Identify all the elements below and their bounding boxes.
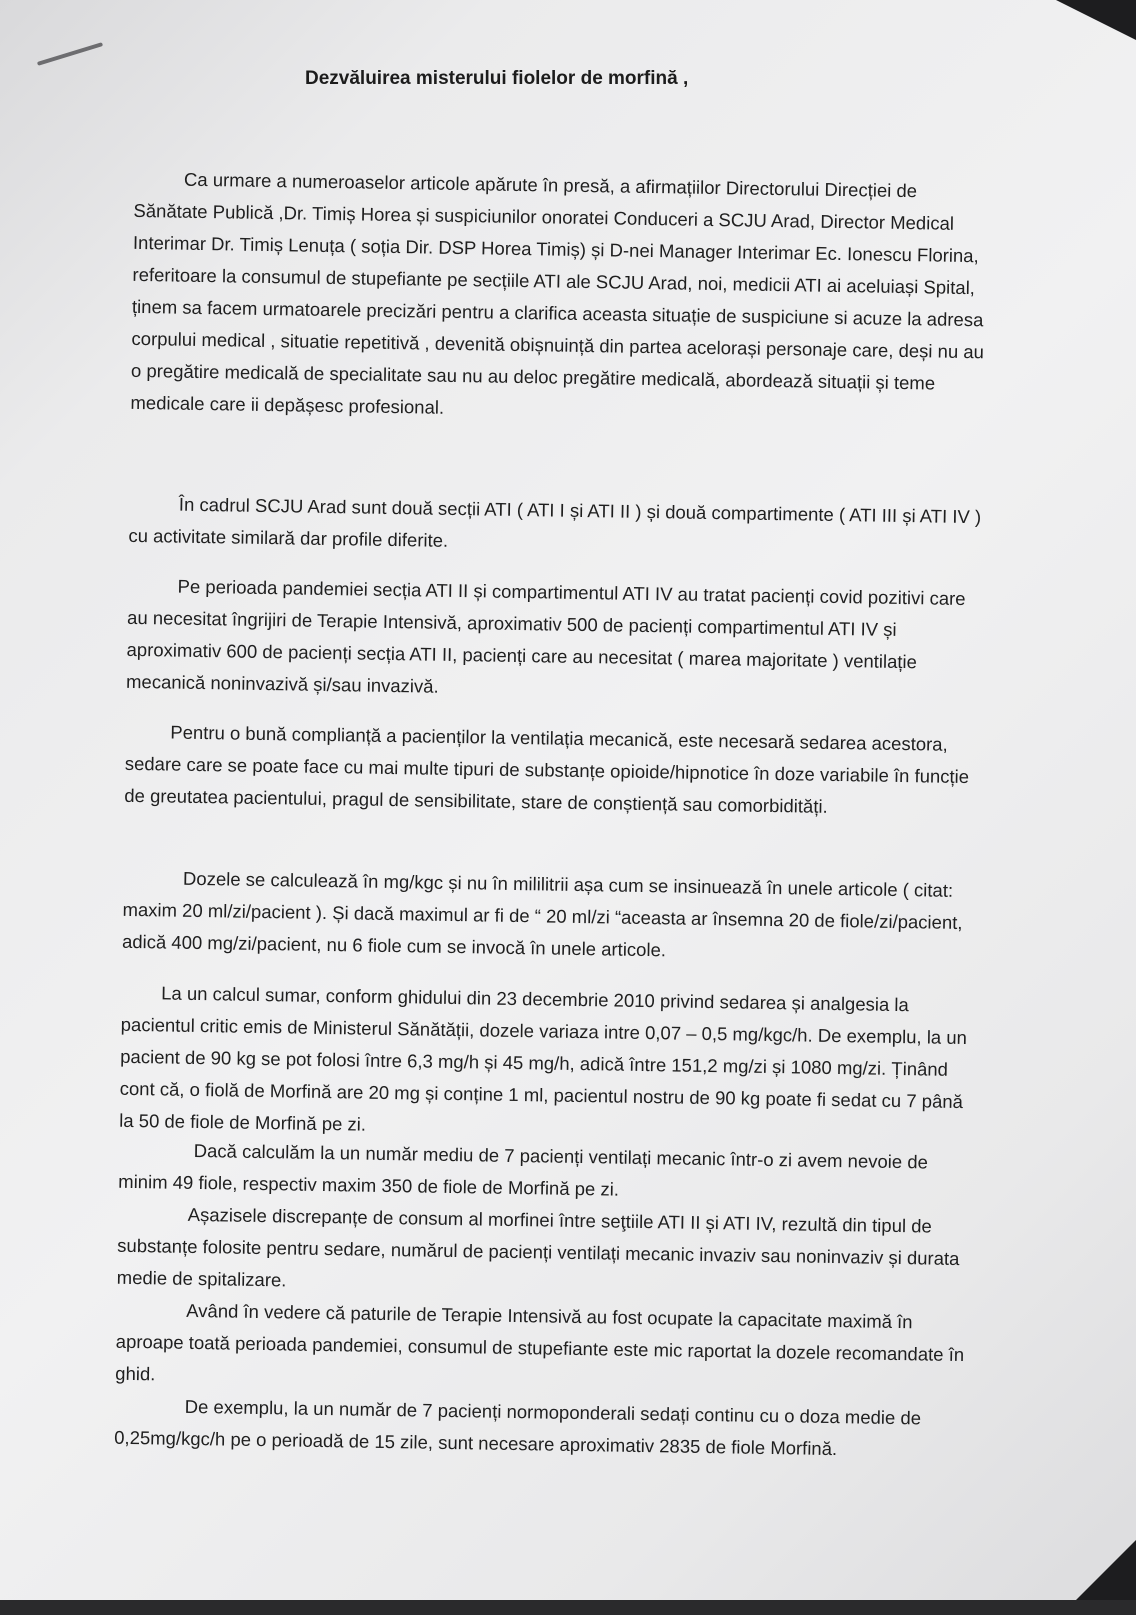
- paragraph-2: În cadrul SCJU Arad sunt două secții ATI ( ATI I și ATI II ) și două compartimente ( ATI III și ATI IV ) cu activitate similară dar profile diferite.: [128, 493, 982, 551]
- paragraph-3: Pe perioada pandemiei secția ATI II și compartimentul ATI IV au tratat pacienți covid pozitivi care au necesitat îngrijiri de Terapie Intensivă, aproximativ 500 de pacienți compartimentul ATI IV și aproximativ 600 de pacienți secția ATI II, pacienți care au necesitat ( marea majoritate ) ventilație mecanică noninvazivă și/sau invazivă.: [125, 575, 966, 697]
- paragraph-7: Dacă calculăm la un număr mediu de 7 pacienți ventilați mecanic într-o zi avem nevoie de minim 49 fiole, respectiv maxim 350 de fiole de Morfină pe zi.: [118, 1139, 929, 1200]
- paragraph-1: Ca urmare a numeroaselor articole apărute în presă, a afirmațiilor Directorului Direcției de Sănătate Publică ,Dr. Timiș Horea și suspiciunilor onoratei Conduceri a SCJU Arad, Director Medical Interimar Dr. Timiș Lenuța ( soția Dir. DSP Horea Timiș) și D-nei Manager Interimar Ec. Ionescu Florina, referitoare la consumul de stupefiante pe secțiile ATI ale SCJU Arad, noi, medicii ATI ai aceluiași Spital, ținem sa facem urmatoarele precizări pentru a clarifica aceasta situație de suspiciune si acuze la adresa corpului medical , situatie repetitivă , devenită obișnuință din partea acelorași personaje care, deși nu au o pregătire medicală de specialitate sau nu au deloc pregătire medicală, abordează situații și teme medicale care ii depășesc profesional.: [130, 168, 985, 418]
- paragraph-9: Având în vedere că paturile de Terapie Intensivă au fost ocupate la capacitate maximă în aproape toată perioada pandemiei, consumul de stupefiante este mic raportat la dozele recomandate în ghid.: [115, 1299, 965, 1385]
- paragraph-4: Pentru o bună complianță a pacienților la ventilația mecanică, este necesară sedarea acestora, sedare care se poate face cu mai multe tipuri de substanțe opioide/hipnotice în doze variabile în funcție de greutatea pacientului, pragul de sensibilitate, stare de conștiență sau comorbidități.: [124, 721, 970, 817]
- document-title: Dezvăluirea misterului fiolelor de morfină ,: [305, 68, 689, 89]
- paragraph-6: La un calcul sumar, conform ghidului din 23 decembrie 2010 privind sedarea și analgesia la pacientul critic emis de Ministerul Sănătății, dozele variaza intre 0,07 – 0,5 mg/kgc/h. De exemplu, la un pacient de 90 kg se pot folosi între 6,3 mg/h și 45 mg/h, adică între 151,2 mg/zi și 1080 mg/zi. Ținând cont că, o fiolă de Morfină are 20 mg și conține 1 ml, pacientul nostru de 90 kg poate fi sedat cu 7 până la 50 de fiole de Morfină pe zi.: [119, 982, 968, 1135]
- paragraph-5: Dozele se calculează în mg/kgc și nu în mililitrii așa cum se insinuează în unele articole ( citat: maxim 20 ml/zi/pacient ). Și dacă maximul ar fi de “ 20 ml/zi “aceasta ar însemna 20 de fiole/zi/pacient, adică 400 mg/zi/pacient, nu 6 fiole cum se invocă în unele articole.: [121, 867, 963, 961]
- paragraph-8: Așazisele discrepanțe de consum al morfinei între seţtiile ATI II și ATI IV, rezultă din tipul de substanțe folosite pentru sedare, numărul de pacienți ventilați mecanic invaziv sau noninvaziv și durata medie de spitalizare.: [116, 1203, 960, 1291]
- paragraph-10: De exemplu, la un număr de 7 pacienți normoponderali sedați continu cu o doza medie de 0,25mg/kgc/h pe o perioadă de 15 zile, sunt necesare aproximativ 2835 de fiole Morfină.: [114, 1395, 922, 1460]
